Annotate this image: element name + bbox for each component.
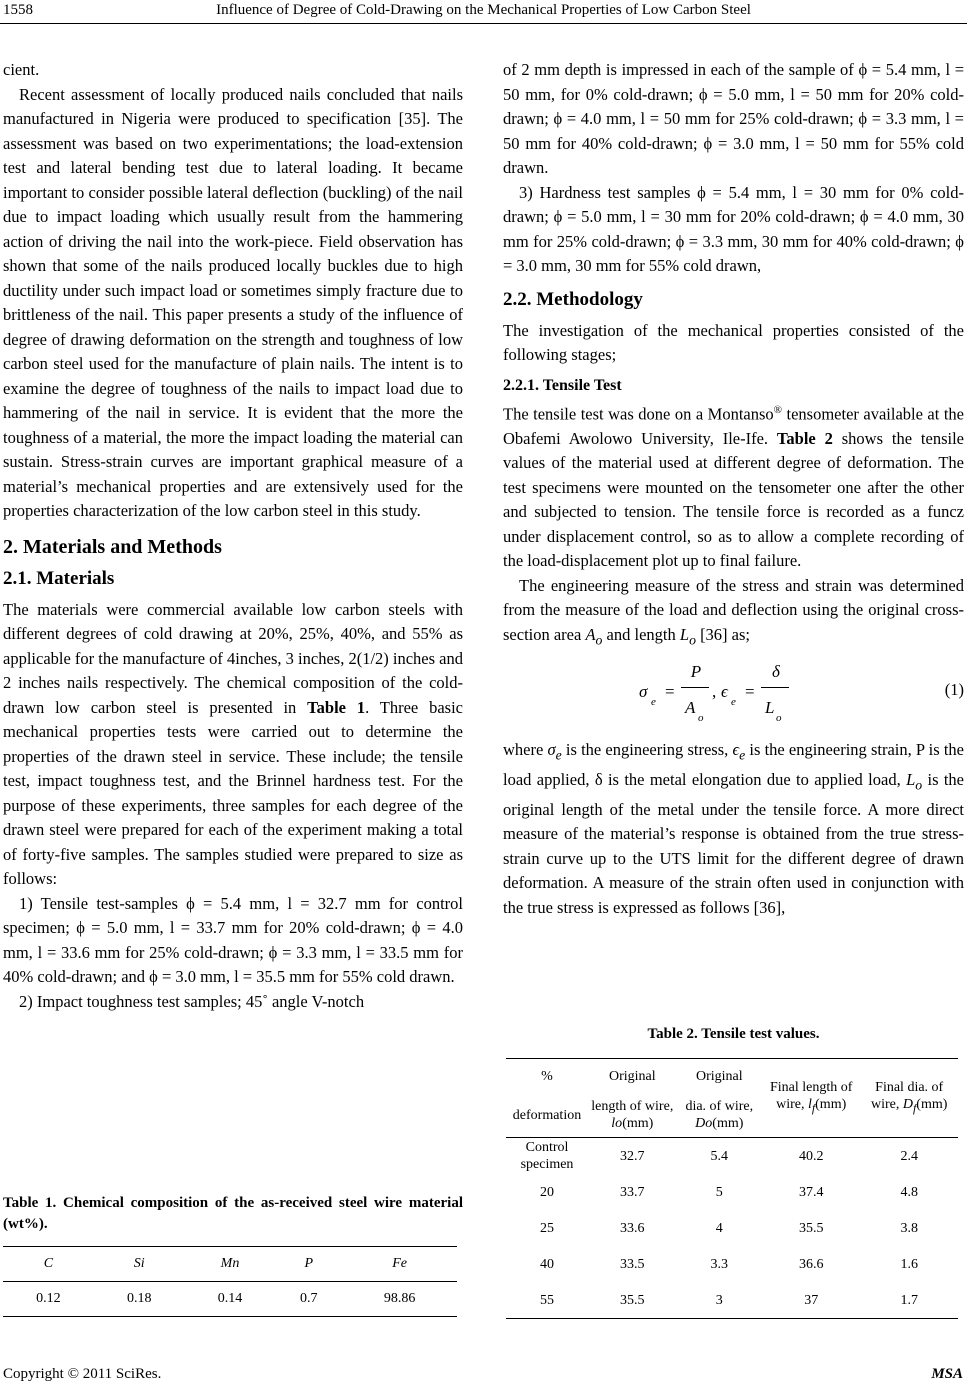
table1-header-cell: Si	[94, 1247, 185, 1282]
text-run: (mm)	[815, 1097, 847, 1113]
table1-row	[3, 1282, 457, 1317]
table2-cell: 25	[540, 1220, 554, 1236]
table1-header-cell: P	[275, 1247, 342, 1282]
table2-cell: 35.5	[588, 1282, 677, 1319]
paragraph-materials	[3, 598, 463, 892]
text-run: length of wire,	[591, 1099, 674, 1114]
section-heading-materials-methods: 2. Materials and Methods	[3, 535, 222, 558]
paragraph-hardness-samples: 3) Hardness test samples ϕ = 5.4 mm, l = 30 mm for 0% cold-drawn; ϕ = 5.0 mm, l = 30 mm for 20% cold-drawn; ϕ = 4.0 mm, 30 mm for 25% cold-drawn; ϕ = 3.3 mm, 30 mm for 40% cold-drawn; ϕ = 3.0 mm, 30 mm for 55% cold drawn,	[503, 182, 964, 275]
text-run: is the engineering stress,	[561, 740, 733, 760]
table1-caption: Table 1. Chemical composition of the as-received steel wire material (wt%).	[3, 1195, 463, 1232]
table2-header-deformation-top: %	[506, 1059, 588, 1094]
text-run: is the engineering strain, P is the load applied,	[503, 740, 964, 790]
table2-reference: Table 2	[776, 428, 833, 448]
paragraph-impact-samples-cont: of 2 mm depth is impressed in each of the sample of ϕ = 5.4 mm, l = 50 mm, for 0% cold-drawn; ϕ = 5.0 mm, l = 50 mm for 20% cold-drawn; ϕ = 4.0 mm, l = 50 mm for 25% cold-drawn; ϕ = 3.3 mm, l = 50 mm for 40% cold-drawn; ϕ = 3.0 mm, l = 50 mm for 55% cold drawn.	[503, 60, 964, 177]
eq-fraction-bar	[681, 687, 709, 688]
eq-sub-e: e	[651, 696, 656, 709]
table2-row	[506, 1210, 958, 1246]
symbol-sub: o	[595, 631, 603, 647]
text-run: shows the tensile values of the material used at different degree of deformation. The test specimens were mounted on the tensometer one after the other and subjected to tension. The tensile force is recorded as a funcz under displacement control, so as to allow a complete recording of the load-displacement plot up to final failure.	[503, 428, 964, 570]
text-run: tensometer available at the Obafemi Awolowo University, Ile-Ife.	[503, 404, 964, 448]
table1-header-cell: Mn	[185, 1247, 276, 1282]
table1-header-cell: C	[3, 1247, 94, 1282]
eq-epsilon: ϵ	[721, 682, 728, 702]
equation-1	[503, 658, 964, 728]
copyright-notice: Copyright © 2011 SciRes.	[3, 1366, 162, 1382]
paragraph-tensile-test	[503, 398, 964, 574]
paragraph-introduction: Recent assessment of locally produced nails concluded that nails manufactured in Nigeria were produced to specification [35]. The assessment was based on two experimentations; the load-extension test and lateral bending test due to lateral loading. It became important to consider possible lateral deflection (buckling) of the nail due to impact loading which usually result from the hammering action of driving the nail into the work-piece. Field observation has shown that some of the nails produced locally buckles due to high ductility under such impact load or sometimes simply fracture due to brittleness of the nail. This paper presents a study of the influence of degree of drawing deformation on the strength and toughness of low carbon steel used for the manufacture of plain nails. The intent is to examine the degree of toughness of the nails to impact load due to hammering of the nail in service. It is evident that the more the toughness of a material, the more the impact loading the material can sustain. Stress-strain curves are important graphical measure of a material’s mechanical properties and are extensively used for the properties characterization of the low carbon steel in this study.	[3, 84, 463, 520]
paragraph-impact-samples: 2) Impact toughness test samples; 45˚ angle V-notch	[19, 991, 365, 1011]
eq-delta: δ	[772, 662, 780, 682]
paragraph-where	[503, 738, 964, 920]
symbol-sub: f	[811, 1101, 816, 1115]
table2-header-length	[588, 1093, 677, 1138]
symbol-sub: o	[689, 631, 696, 647]
text-run: (mm)	[622, 1116, 654, 1131]
equation-math	[639, 660, 799, 724]
table1	[3, 1246, 457, 1317]
symbol-sub: f	[913, 1101, 917, 1115]
table2-cell: 5	[715, 1184, 723, 1200]
table2-header-row	[506, 1059, 958, 1094]
table2-cell: 37	[762, 1282, 860, 1319]
table2-cell: 33.7	[620, 1184, 645, 1200]
header-rule	[0, 23, 967, 24]
paragraph-tensile-samples: 1) Tensile test-samples ϕ = 5.4 mm, l = 32.7 mm for control specimen; ϕ = 5.0 mm, l = 33.7 mm for 20% cold-drawn; ϕ = 4.0 mm, l = 33.6 mm for 25% cold-drawn; ϕ = 3.3 mm, l = 33.5 mm for 40% cold-drawn; and ϕ = 3.0 mm, l = 35.5 mm for 55% cold drawn.	[3, 893, 463, 986]
eq-equals: =	[745, 682, 755, 702]
right-column	[503, 58, 964, 920]
table2-cell: 37.4	[798, 1184, 824, 1200]
symbol-lo: lo	[611, 1116, 623, 1131]
table2-cell: Control specimen	[520, 1140, 574, 1172]
symbol-epsilon: ϵ	[732, 740, 740, 760]
subsection-heading-methodology: 2.2. Methodology	[503, 288, 643, 310]
table1-cell: 0.14	[185, 1282, 276, 1317]
table2-cell: 40	[540, 1256, 554, 1272]
text-run: dia. of wire,	[685, 1099, 754, 1114]
eq-equals: =	[665, 682, 675, 702]
table2-header-deformation: deformation	[506, 1093, 588, 1138]
table2-cell: 5.4	[710, 1148, 729, 1164]
table1-cell: 0.7	[275, 1282, 342, 1317]
table2-row	[506, 1282, 958, 1319]
table1-cell: 0.12	[3, 1282, 94, 1317]
symbol-Do: Do	[695, 1116, 713, 1131]
paragraph-continuation: cient.	[3, 60, 40, 79]
text-run: where	[503, 740, 548, 760]
table2-cell: 33.6	[620, 1220, 645, 1236]
text-run: is the original length of the metal under the tensile force. A more direct measure of the material’s response is obtained from the true stress-strain curve up to the UTS limit for the different degree of drawn deformation. A measure of the strain often used in conjunction with the true stress is expressed as follows [36],	[503, 770, 965, 917]
page-header	[0, 0, 967, 30]
symbol-sub: e	[555, 747, 562, 763]
eq-L: L	[765, 698, 775, 718]
eq-fraction-bar	[761, 687, 789, 688]
symbol-sigma: σ	[547, 740, 556, 760]
text-run: Final dia. of wire,	[871, 1080, 944, 1113]
table2-header-dia	[677, 1093, 762, 1138]
table2-header-final-dia	[860, 1059, 958, 1138]
table2-header-dia-top: Original	[677, 1059, 762, 1094]
table2-cell: 4.8	[900, 1184, 918, 1200]
text-run: The materials were commercial available low carbon steels with different degrees of cold drawing at 20%, 25%, 40%, and 55% as applicable for the manufacture of 4inches, 3 inches, 2(1/2) inches and 2 inches nails respectively. The chemical composition of the cold-drawn low carbon steel is presented in	[3, 599, 463, 717]
table2-caption: Table 2. Tensile test values.	[647, 1026, 820, 1042]
table2-header-length-top: Original	[588, 1059, 677, 1094]
table2-cell: 3	[677, 1282, 762, 1319]
table2-row	[506, 1174, 958, 1210]
table1-cell: 98.86	[342, 1282, 457, 1317]
table2-cell: 33.5	[620, 1256, 645, 1272]
symbol-sub: e	[739, 747, 746, 763]
table1-reference: Table 1	[307, 697, 366, 717]
symbol-l: l	[808, 1097, 812, 1113]
text-run: (mm)	[916, 1097, 948, 1113]
eq-A: A	[685, 698, 696, 718]
table1-header-row	[3, 1247, 457, 1282]
paragraph-engineering-measure	[503, 574, 964, 653]
text-run: is the metal elongation due to applied load,	[602, 770, 907, 790]
symbol-L: L	[906, 770, 916, 790]
eq-comma: ,	[712, 682, 717, 702]
table2-cell: 3.8	[900, 1220, 918, 1236]
table2-row	[506, 1138, 958, 1175]
table2	[506, 1058, 958, 1319]
page-number: 1558	[3, 2, 33, 18]
subsection-heading-materials: 2.1. Materials	[3, 567, 115, 589]
eq-sub-o: o	[698, 712, 704, 725]
table2-cell: 35.5	[798, 1220, 824, 1236]
subsubsection-heading-tensile-test: 2.2.1. Tensile Test	[503, 376, 622, 394]
text-run: . Three basic mechanical properties tests were carried out to determine the properties of the drawn steel in service. These include; the tensile test, impact toughness test, and the Brinnel hardness test. For the purpose of these experiments, three samples for each degree of the drawn steel were prepared for each of the experiment making a total of forty-five samples. The samples studied were prepared to size as follows:	[3, 697, 463, 888]
table2-cell: 4	[715, 1220, 723, 1236]
eq-P: P	[690, 662, 702, 682]
symbol-D: D	[902, 1097, 914, 1113]
table2-cell: 1.7	[860, 1282, 958, 1319]
symbol-L: L	[679, 624, 690, 644]
running-title: Influence of Degree of Cold-Drawing on the Mechanical Properties of Low Carbon Steel	[216, 2, 751, 18]
table2-cell: 40.2	[798, 1148, 824, 1164]
registered-mark: ®	[773, 403, 783, 416]
table2-cell: 2.4	[900, 1148, 918, 1164]
equation-number: (1)	[944, 680, 964, 700]
table2-row	[506, 1246, 958, 1282]
symbol-A: A	[585, 624, 596, 644]
eq-sigma: σ	[639, 682, 648, 702]
text-run: and length	[602, 624, 680, 644]
table1-header-cell: Fe	[342, 1247, 457, 1282]
table2-cell: 3.3	[710, 1256, 729, 1272]
left-column	[3, 58, 463, 1014]
eq-sub-e: e	[731, 696, 736, 709]
table1-cell: 0.18	[94, 1282, 185, 1317]
table2-cell: 20	[540, 1184, 554, 1200]
page-footer	[3, 1366, 963, 1383]
table2-cell: 55	[506, 1282, 588, 1319]
text-run: The engineering measure of the stress and strain was determined from the measure of the load and deflection using the original cross-section area	[503, 575, 964, 644]
table2-header-final-length	[762, 1059, 860, 1138]
eq-sub-o: o	[776, 712, 782, 725]
text-run: [36] as;	[695, 624, 751, 644]
table2-cell: 1.6	[900, 1256, 918, 1272]
table2-cell: 36.6	[798, 1256, 824, 1272]
symbol-sub: o	[915, 777, 923, 793]
symbol-delta: δ	[594, 770, 603, 790]
text-run: The tensile test was done on a Montanso	[503, 404, 774, 423]
paragraph-methodology: The investigation of the mechanical properties consisted of the following stages;	[503, 320, 964, 364]
journal-abbreviation: MSA	[931, 1366, 963, 1382]
text-run: Final length of wire,	[769, 1080, 853, 1113]
text-run: (mm)	[712, 1116, 744, 1131]
table2-cell: 32.7	[620, 1148, 645, 1164]
